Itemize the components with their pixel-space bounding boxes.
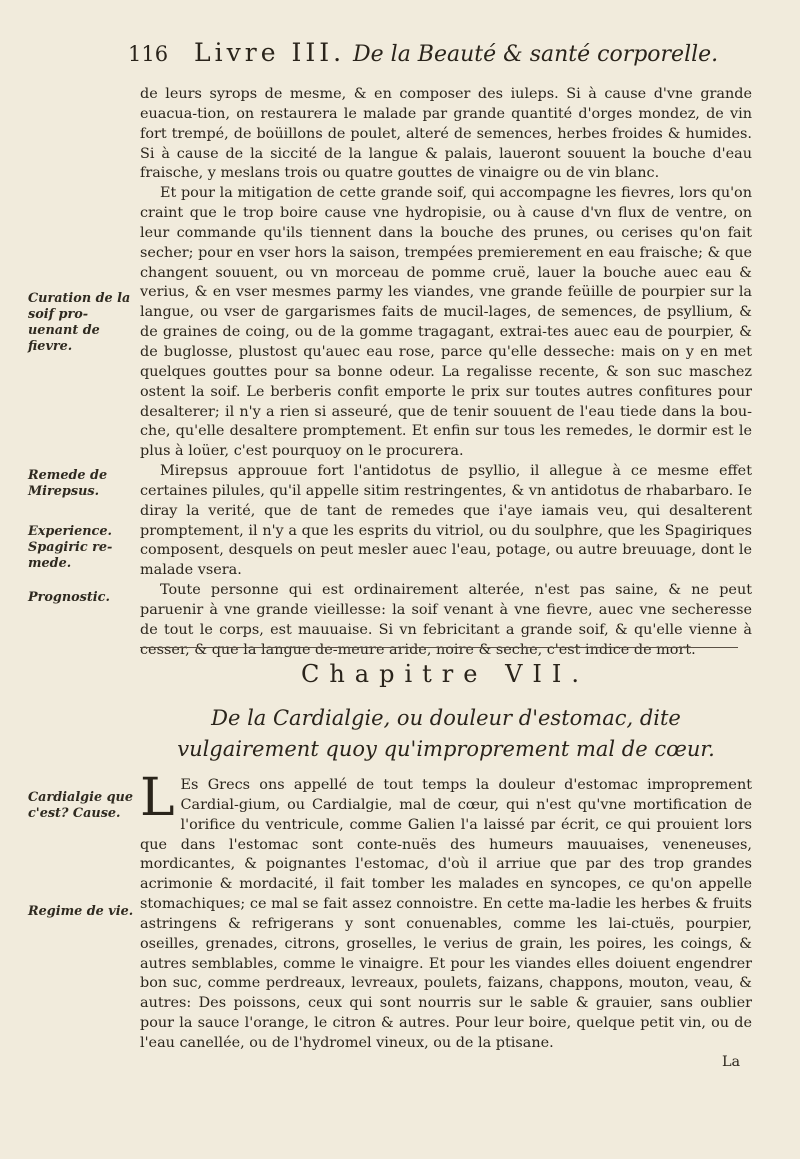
running-header (128, 38, 748, 78)
text-block-chapter (140, 768, 752, 1054)
margin-note-curation: Curation de la soif pro-uenant de fievre. (28, 291, 131, 354)
drop-cap: L (140, 768, 175, 828)
margin-note-remede: Remede de Mirepsus. (28, 468, 108, 499)
paragraph: Mirepsus approuue fort l'antidotus de psyllio, il allegue à ce mesme effet certaines pilules, qu'il appelle sitim restringentes, & vn antidotus de rhabarbaro. Ie diray la verité, que de tant de remedes que i'aye iamais veu, qui desalterent promptement, il n'y a que les esprits du vitriol, ou du soulphre, que les Spagiriques composent, desquels on peut mesler auec l'eau, potage, ou autre breuuage, dont le malade vsera. (140, 463, 752, 579)
paragraph: Toute personne qui est ordinairement alterée, n'est pas saine, & ne peut paruenir à vne grande vieillesse: la soif venant à vne fievre, auec vne secheresse de tout le corps, est mauuaise. Si vn febricitant a grande soif, & qu'elle vienne à cesser, & que la langue de-meure aride, noire & seche, c'est indice de mort. (140, 582, 752, 658)
running-subject: De la Beauté & santé corporelle. (353, 42, 719, 67)
paragraph: Es Grecs ons appellé de tout temps la douleur d'estomac improprement Cardial-gium, ou Cardialgie, mal de cœur, qui n'est qu'vne mortification de l'orifice du ventricule, comme Galien l'a laissé par écrit, ce qui prouient lors que dans l'estomac sont conte-nuës des humeurs mauuaises, veneneuses, mordicantes, & poignantes l'estomac, d'où il arriue que par des trop grandes acrimonie & mordacité, il fait tomber les malades en syncopes, ce qu'on appelle stomachiques; ce mal se fait assez connoistre. En cette ma-ladie les herbes & fruits astringens & refrigerans y sont conuenables, comme les lai-ctuës, pourpier, oseilles, grenades, citrons, groselles, le verius de grain, les poires, les coings, & autres semblables, comme le vinaigre. Et pour les viandes elles doiuent engendrer bon suc, comme perdreaux, levreaux, poulets, faizans, chappons, mouton, veau, & autres: Des poissons, ceux qui sont nourris sur le sable & grauier, sans oublier pour la sauce l'orange, le citron & autres. Pour leur boire, quelque petit vin, ou de l'eau canellée, ou de l'hydromel vineux, ou de la ptisane. (140, 777, 752, 1051)
chapter-heading: Chapitre VII. (300, 660, 590, 688)
text-block-top (140, 85, 752, 660)
paragraph: de leurs syrops de mesme, & en composer des iuleps. Si à cause d'vne grande euacua-tion, on restaurera le malade par grande quantité d'orges mondez, de vin fort trempé, de boüillons de poulet, alteré de semences, herbes froides & humides. Si à cause de la siccité de la langue & palais, laueront souuent la bouche d'eau fraische, y meslans trois ou quatre gouttes de vinaigre ou de vin blanc. (140, 86, 752, 182)
margin-note-regime: Regime de vie. (28, 904, 134, 919)
catchword: La (722, 1054, 741, 1070)
page-number: 116 (128, 42, 169, 66)
margin-note-prognostic: Prognostic. (28, 590, 110, 605)
margin-note-experience: Experience. Spagiric re-mede. (28, 524, 113, 571)
running-title: Livre III. (194, 38, 346, 67)
chapter-title: De la Cardialgie, ou douleur d'estomac, dite vulgairement quoy qu'improprement mal de cœur. (177, 706, 715, 761)
paragraph: Et pour la mitigation de cette grande soif, qui accompagne les fievres, lors qu'on craint que le trop boire cause vne hydropisie, ou à cause d'vn flux de ventre, on leur commande qu'ils tiennent dans la bouche des prunes, ou cerises qu'on fait secher; pour en vser hors la saison, trempées premierement en eau fraische; & que changent souuent, ou vn morceau de pomme cruë, lauer la bouche auec eau & verius, & en vser mesmes parmy les viandes, vne grande feüille de pourpier sur la langue, ou vser de gargarismes faits de mucil-lages, de semences, de psyllium, & de graines de coing, ou de la gomme tragagant, extrai-tes auec eau de pourpier, & de buglosse, plustost qu'auec eau rose, parce qu'elle desseche: mais on y en met quelques gouttes pour sa bonne odeur. La regalisse recente, & son suc maschez ostent la soif. Le berberis confit emporte le prix sur toutes autres confitures pour desalterer; il n'y a rien si asseuré, que de tenir souuent de l'eau tiede dans la bou-che, qu'elle desaltere promptement. Et enfin sur tous les remedes, le dormir est le plus à loüer, c'est pourquoy on le procurera. (140, 185, 752, 460)
section-divider (140, 647, 738, 648)
margin-note-cardialgie: Cardialgie que c'est? Cause. (28, 790, 133, 821)
